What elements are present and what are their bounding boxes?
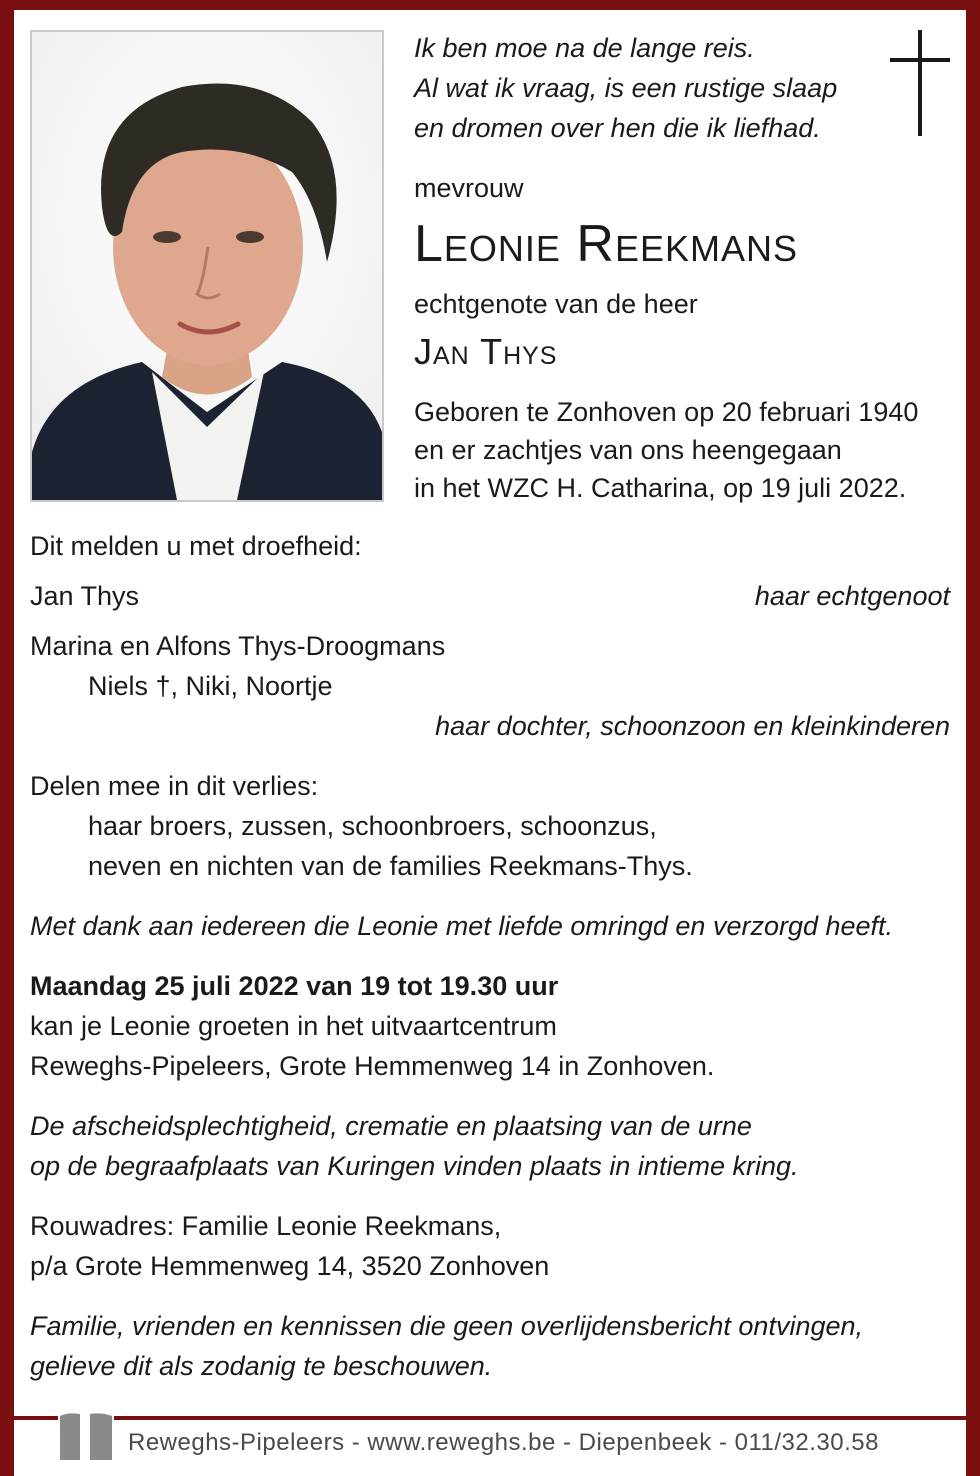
ceremony-line: De afscheidsplechtigheid, crematie en plaatsing van de urne: [30, 1111, 752, 1141]
birth-death-line: Geboren te Zonhoven op 20 februari 1940: [414, 397, 919, 427]
visitation-line: Reweghs-Pipeleers, Grote Hemmenweg 14 in Zonhoven.: [30, 1051, 715, 1081]
frame-top-border: [0, 0, 980, 10]
latin-cross-icon: [890, 30, 950, 136]
footer-divider: [0, 1416, 980, 1420]
husband-role: haar echtgenoot: [754, 581, 950, 611]
share-line: haar broers, zussen, schoonbroers, schoonzus,: [88, 811, 657, 841]
spouse-name: Jan Thys: [414, 331, 558, 372]
share-line: neven en nichten van de families Reekmans-Thys.: [88, 851, 693, 881]
frame-right-border: [966, 0, 980, 1476]
pillars-logo-icon: [58, 1410, 114, 1462]
footer-contact: Reweghs-Pipeleers - www.reweghs.be - Diepenbeek - 011/32.30.58: [128, 1429, 879, 1456]
ceremony-line: op de begraafplaats van Kuringen vinden plaats in intieme kring.: [30, 1151, 799, 1181]
daughter-role: haar dochter, schoonzoon en kleinkinderen: [435, 711, 950, 741]
verse: [414, 28, 837, 148]
deceased-name: Leonie Reekmans: [414, 215, 798, 273]
husband-name: Jan Thys: [30, 581, 140, 611]
address-line: p/a Grote Hemmenweg 14, 3520 Zonhoven: [30, 1251, 550, 1281]
closing-line: Familie, vrienden en kennissen die geen overlijdensbericht ontvingen,: [30, 1311, 864, 1341]
visitation-line: kan je Leonie groeten in het uitvaartcentrum: [30, 1011, 557, 1041]
verse-line: en dromen over hen die ik liefhad.: [414, 113, 821, 143]
verse-line: Al wat ik vraag, is een rustige slaap: [414, 73, 838, 103]
daughter-names: Marina en Alfons Thys-Droogmans: [30, 631, 446, 661]
frame-left-border: [0, 0, 14, 1476]
birth-death-line: in het WZC H. Catharina, op 19 juli 2022.: [414, 473, 907, 503]
grandchildren-names: Niels †, Niki, Noortje: [88, 671, 333, 701]
portrait-photo: [30, 30, 384, 502]
visitation-date: Maandag 25 juli 2022 van 19 tot 19.30 uur: [30, 971, 559, 1001]
announcement-intro: Dit melden u met droefheid:: [30, 531, 362, 561]
spouse-intro: echtgenote van de heer: [414, 289, 698, 319]
thanks-line: Met dank aan iedereen die Leonie met liefde omringd en verzorgd heeft.: [30, 911, 894, 941]
birth-death-line: en er zachtjes van ons heengegaan: [414, 435, 842, 465]
verse-line: Ik ben moe na de lange reis.: [414, 33, 755, 63]
closing-line: gelieve dit als zodanig te beschouwen.: [30, 1351, 493, 1381]
share-intro: Delen mee in dit verlies:: [30, 771, 319, 801]
address-line: Rouwadres: Familie Leonie Reekmans,: [30, 1211, 502, 1241]
salutation: mevrouw: [414, 173, 524, 203]
